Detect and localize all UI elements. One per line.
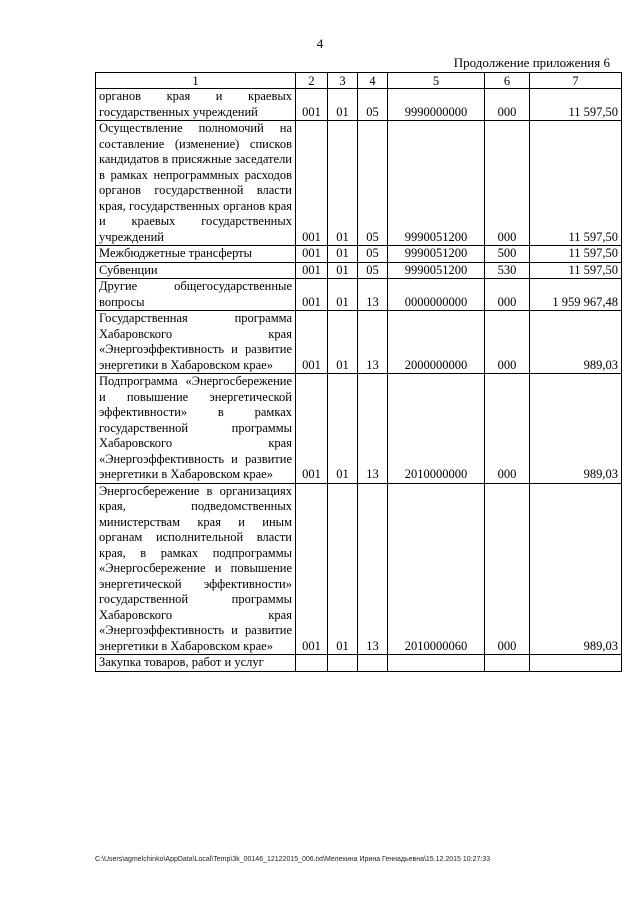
subsection-code: 13 <box>358 374 388 484</box>
expense-type-code: 500 <box>485 246 530 263</box>
ministry-code <box>296 655 328 672</box>
amount: 11 597,50 <box>530 262 622 279</box>
target-article-code: 9990051200 <box>388 262 485 279</box>
ministry-code: 001 <box>296 121 328 246</box>
ministry-code: 001 <box>296 246 328 263</box>
amount: 989,03 <box>530 483 622 655</box>
amount: 1 959 967,48 <box>530 279 622 311</box>
row-name: органов края и краевых государственных учреждений <box>96 89 296 121</box>
header-cell: 7 <box>530 73 622 89</box>
subsection-code <box>358 655 388 672</box>
subsection-code: 05 <box>358 262 388 279</box>
header-cell: 5 <box>388 73 485 89</box>
header-cell: 4 <box>358 73 388 89</box>
expense-type-code: 000 <box>485 311 530 374</box>
amount: 989,03 <box>530 374 622 484</box>
row-name: Энергосбережение в организациях края, подведомственных министерствам края и иным органам исполнительной власти края, в рамках подпрограммы «Энергосбережение и повышение энергетической эффективности» государственной программы Хабаровского края «Энергоэффективность и развитие энергетики в Хабаровском крае» <box>96 483 296 655</box>
expense-type-code: 000 <box>485 89 530 121</box>
section-code: 01 <box>328 279 358 311</box>
section-code: 01 <box>328 89 358 121</box>
amount <box>530 655 622 672</box>
file-path-footer: C:\Users\agmelchinko\AppData\Local\Temp\3k_00146_12122015_006.txt\Мелехина Ирина Геннадьевна\15.12.2015 10:27:33 <box>95 856 491 863</box>
section-code: 01 <box>328 311 358 374</box>
ministry-code: 001 <box>296 262 328 279</box>
section-code: 01 <box>328 262 358 279</box>
table-row <box>96 246 622 263</box>
table-row <box>96 121 622 246</box>
amount: 11 597,50 <box>530 121 622 246</box>
row-name: Межбюджетные трансферты <box>96 246 296 263</box>
expense-type-code: 000 <box>485 279 530 311</box>
budget-table <box>95 72 622 672</box>
row-name: Субвенции <box>96 262 296 279</box>
ministry-code: 001 <box>296 279 328 311</box>
target-article-code: 0000000000 <box>388 279 485 311</box>
header-row <box>96 73 622 89</box>
table-row <box>96 483 622 655</box>
table-row <box>96 262 622 279</box>
amount: 11 597,50 <box>530 246 622 263</box>
table-row <box>96 374 622 484</box>
section-code: 01 <box>328 483 358 655</box>
row-name: Подпрограмма «Энергосбережение и повышение энергетической эффективности» в рамках государственной программы Хабаровского края «Энергоэффективность и развитие энергетики в Хабаровском крае» <box>96 374 296 484</box>
target-article-code: 2010000000 <box>388 374 485 484</box>
expense-type-code: 000 <box>485 483 530 655</box>
subsection-code: 13 <box>358 279 388 311</box>
target-article-code: 2000000000 <box>388 311 485 374</box>
section-code: 01 <box>328 246 358 263</box>
ministry-code: 001 <box>296 483 328 655</box>
subsection-code: 13 <box>358 483 388 655</box>
row-name: Государственная программа Хабаровского края «Энергоэффективность и развитие энергетики в Хабаровском крае» <box>96 311 296 374</box>
expense-type-code: 000 <box>485 374 530 484</box>
expense-type-code: 530 <box>485 262 530 279</box>
target-article-code: 9990051200 <box>388 121 485 246</box>
row-name: Закупка товаров, работ и услуг <box>96 655 296 672</box>
expense-type-code <box>485 655 530 672</box>
table-row <box>96 89 622 121</box>
target-article-code: 9990051200 <box>388 246 485 263</box>
subsection-code: 13 <box>358 311 388 374</box>
header-cell: 1 <box>96 73 296 89</box>
table-row <box>96 311 622 374</box>
target-article-code: 2010000060 <box>388 483 485 655</box>
header-cell: 6 <box>485 73 530 89</box>
target-article-code <box>388 655 485 672</box>
amount: 989,03 <box>530 311 622 374</box>
ministry-code: 001 <box>296 374 328 484</box>
table-row <box>96 279 622 311</box>
subsection-code: 05 <box>358 89 388 121</box>
header-cell: 2 <box>296 73 328 89</box>
target-article-code: 9990000000 <box>388 89 485 121</box>
section-code <box>328 655 358 672</box>
ministry-code: 001 <box>296 89 328 121</box>
ministry-code: 001 <box>296 311 328 374</box>
row-name: Другие общегосударственные вопросы <box>96 279 296 311</box>
subsection-code: 05 <box>358 246 388 263</box>
amount: 11 597,50 <box>530 89 622 121</box>
section-code: 01 <box>328 121 358 246</box>
table-row <box>96 655 622 672</box>
expense-type-code: 000 <box>485 121 530 246</box>
section-code: 01 <box>328 374 358 484</box>
subsection-code: 05 <box>358 121 388 246</box>
continuation-note: Продолжение приложения 6 <box>453 55 610 70</box>
row-name: Осуществление полномочий на составление (изменение) списков кандидатов в присяжные заседатели в рамках непрограммных расходов органов государственной власти края, государственных органов края и краевых государственных учреждений <box>96 121 296 246</box>
page-number: 4 <box>316 36 324 51</box>
header-cell: 3 <box>328 73 358 89</box>
